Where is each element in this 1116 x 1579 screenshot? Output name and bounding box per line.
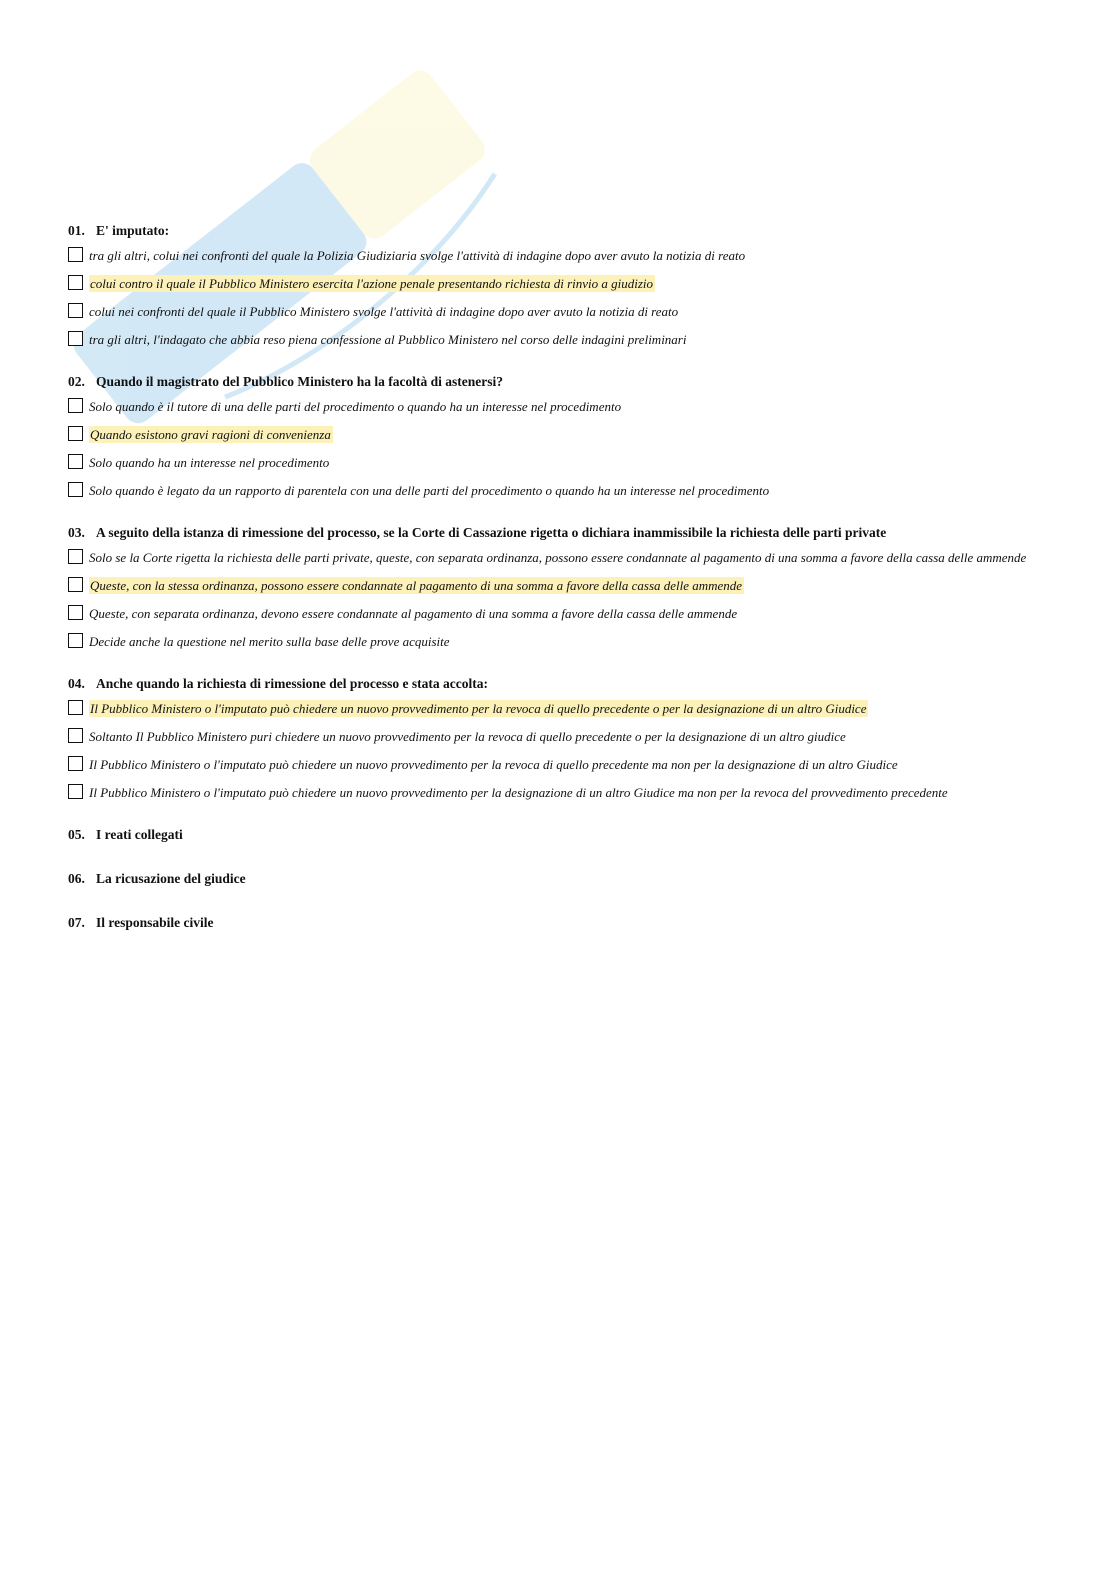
- watermark-yellow-block: [304, 65, 490, 244]
- question-number: 06.: [68, 871, 85, 886]
- answer-option[interactable]: [68, 455, 1048, 470]
- answer-option[interactable]: [68, 606, 1048, 621]
- option-text: Il Pubblico Ministero o l'imputato può chiedere un nuovo provvedimento per la revoca di quello precedente o per la designazione di un altro Giudice: [90, 701, 867, 716]
- checkbox-icon[interactable]: [68, 482, 83, 497]
- answer-option[interactable]: [68, 399, 1048, 414]
- question-title: [68, 222, 1048, 240]
- option-text: Solo quando è il tutore di una delle parti del procedimento o quando ha un interesse nel procedimento: [89, 399, 622, 414]
- answer-option[interactable]: [68, 248, 1048, 263]
- answer-option[interactable]: [68, 550, 1048, 565]
- option-text: Il Pubblico Ministero o l'imputato può chiedere un nuovo provvedimento per la revoca di quello precedente ma non per la designazione di un altro Giudice: [89, 757, 898, 772]
- option-text: Solo quando ha un interesse nel procedimento: [89, 455, 330, 470]
- question-title: [68, 870, 1048, 888]
- checkbox-icon[interactable]: [68, 728, 83, 743]
- option-text: colui nei confronti del quale il Pubblico Ministero svolge l'attività di indagine dopo aver avuto la notizia di reato: [89, 304, 679, 319]
- answer-option[interactable]: [68, 757, 1048, 772]
- question-01: [68, 222, 1048, 347]
- question-03: [68, 524, 1048, 649]
- answer-option-highlighted[interactable]: [68, 427, 1048, 442]
- option-text: tra gli altri, colui nei confronti del quale la Polizia Giudiziaria svolge l'attività di indagine dopo aver avuto la notizia di reato: [89, 248, 746, 263]
- option-text: Queste, con separata ordinanza, devono essere condannate al pagamento di una somma a favore della cassa delle ammende: [89, 606, 738, 621]
- question-title: [68, 675, 1048, 693]
- checkbox-icon[interactable]: [68, 549, 83, 564]
- checkbox-icon[interactable]: [68, 303, 83, 318]
- question-number: 03.: [68, 525, 85, 540]
- question-07: [68, 914, 1048, 932]
- answer-option[interactable]: [68, 483, 1048, 498]
- question-text: I reati collegati: [96, 827, 183, 842]
- answer-option-highlighted[interactable]: [68, 701, 1048, 716]
- option-text: Solo se la Corte rigetta la richiesta delle parti private, queste, con separata ordinanza, possono essere condannate al pagamento di una somma a favore della cassa delle ammende: [89, 550, 1027, 565]
- question-06: [68, 870, 1048, 888]
- answer-option[interactable]: [68, 634, 1048, 649]
- question-text: A seguito della istanza di rimessione del processo, se la Corte di Cassazione rigetta o dichiara inammissibile la richiesta delle parti private: [96, 525, 887, 540]
- question-number: 04.: [68, 676, 85, 691]
- question-text: La ricusazione del giudice: [96, 871, 246, 886]
- checkbox-icon[interactable]: [68, 756, 83, 771]
- question-number: 02.: [68, 374, 85, 389]
- answer-option[interactable]: [68, 785, 1048, 800]
- checkbox-icon[interactable]: [68, 577, 83, 592]
- checkbox-icon[interactable]: [68, 700, 83, 715]
- option-text: tra gli altri, l'indagato che abbia reso piena confessione al Pubblico Ministero nel corso delle indagini preliminari: [89, 332, 687, 347]
- checkbox-icon[interactable]: [68, 398, 83, 413]
- question-number: 07.: [68, 915, 85, 930]
- question-text: Anche quando la richiesta di rimessione del processo e stata accolta:: [96, 676, 488, 691]
- checkbox-icon[interactable]: [68, 784, 83, 799]
- question-02: [68, 373, 1048, 498]
- question-number: 01.: [68, 223, 85, 238]
- checkbox-icon[interactable]: [68, 633, 83, 648]
- checkbox-icon[interactable]: [68, 605, 83, 620]
- checkbox-icon[interactable]: [68, 275, 83, 290]
- question-05: [68, 826, 1048, 844]
- quiz-document: [68, 222, 1048, 958]
- option-text: colui contro il quale il Pubblico Ministero esercita l'azione penale presentando richiesta di rinvio a giudizio: [90, 276, 654, 291]
- question-title: [68, 826, 1048, 844]
- answer-option[interactable]: [68, 332, 1048, 347]
- checkbox-icon[interactable]: [68, 454, 83, 469]
- option-text: Soltanto Il Pubblico Ministero puri chiedere un nuovo provvedimento per la revoca di quello precedente o per la designazione di un altro giudice: [89, 729, 846, 744]
- option-text: Solo quando è legato da un rapporto di parentela con una delle parti del procedimento o quando ha un interesse nel procedimento: [89, 483, 770, 498]
- checkbox-icon[interactable]: [68, 331, 83, 346]
- option-text: Il Pubblico Ministero o l'imputato può chiedere un nuovo provvedimento per la designazione di un altro Giudice ma non per la revoca del provvedimento precedente: [89, 785, 948, 800]
- option-text: Queste, con la stessa ordinanza, possono essere condannate al pagamento di una somma a favore della cassa delle ammende: [90, 578, 743, 593]
- checkbox-icon[interactable]: [68, 247, 83, 262]
- option-text: Quando esistono gravi ragioni di convenienza: [90, 427, 331, 442]
- question-04: [68, 675, 1048, 800]
- option-text: Decide anche la questione nel merito sulla base delle prove acquisite: [89, 634, 450, 649]
- question-text: E' imputato:: [96, 223, 170, 238]
- question-title: [68, 914, 1048, 932]
- question-title: [68, 373, 1048, 391]
- question-number: 05.: [68, 827, 85, 842]
- answer-option[interactable]: [68, 729, 1048, 744]
- answer-option-highlighted[interactable]: [68, 276, 1048, 291]
- checkbox-icon[interactable]: [68, 426, 83, 441]
- question-title: [68, 524, 1048, 542]
- answer-option[interactable]: [68, 304, 1048, 319]
- answer-option-highlighted[interactable]: [68, 578, 1048, 593]
- question-text: Il responsabile civile: [96, 915, 214, 930]
- question-text: Quando il magistrato del Pubblico Ministero ha la facoltà di astenersi?: [96, 374, 504, 389]
